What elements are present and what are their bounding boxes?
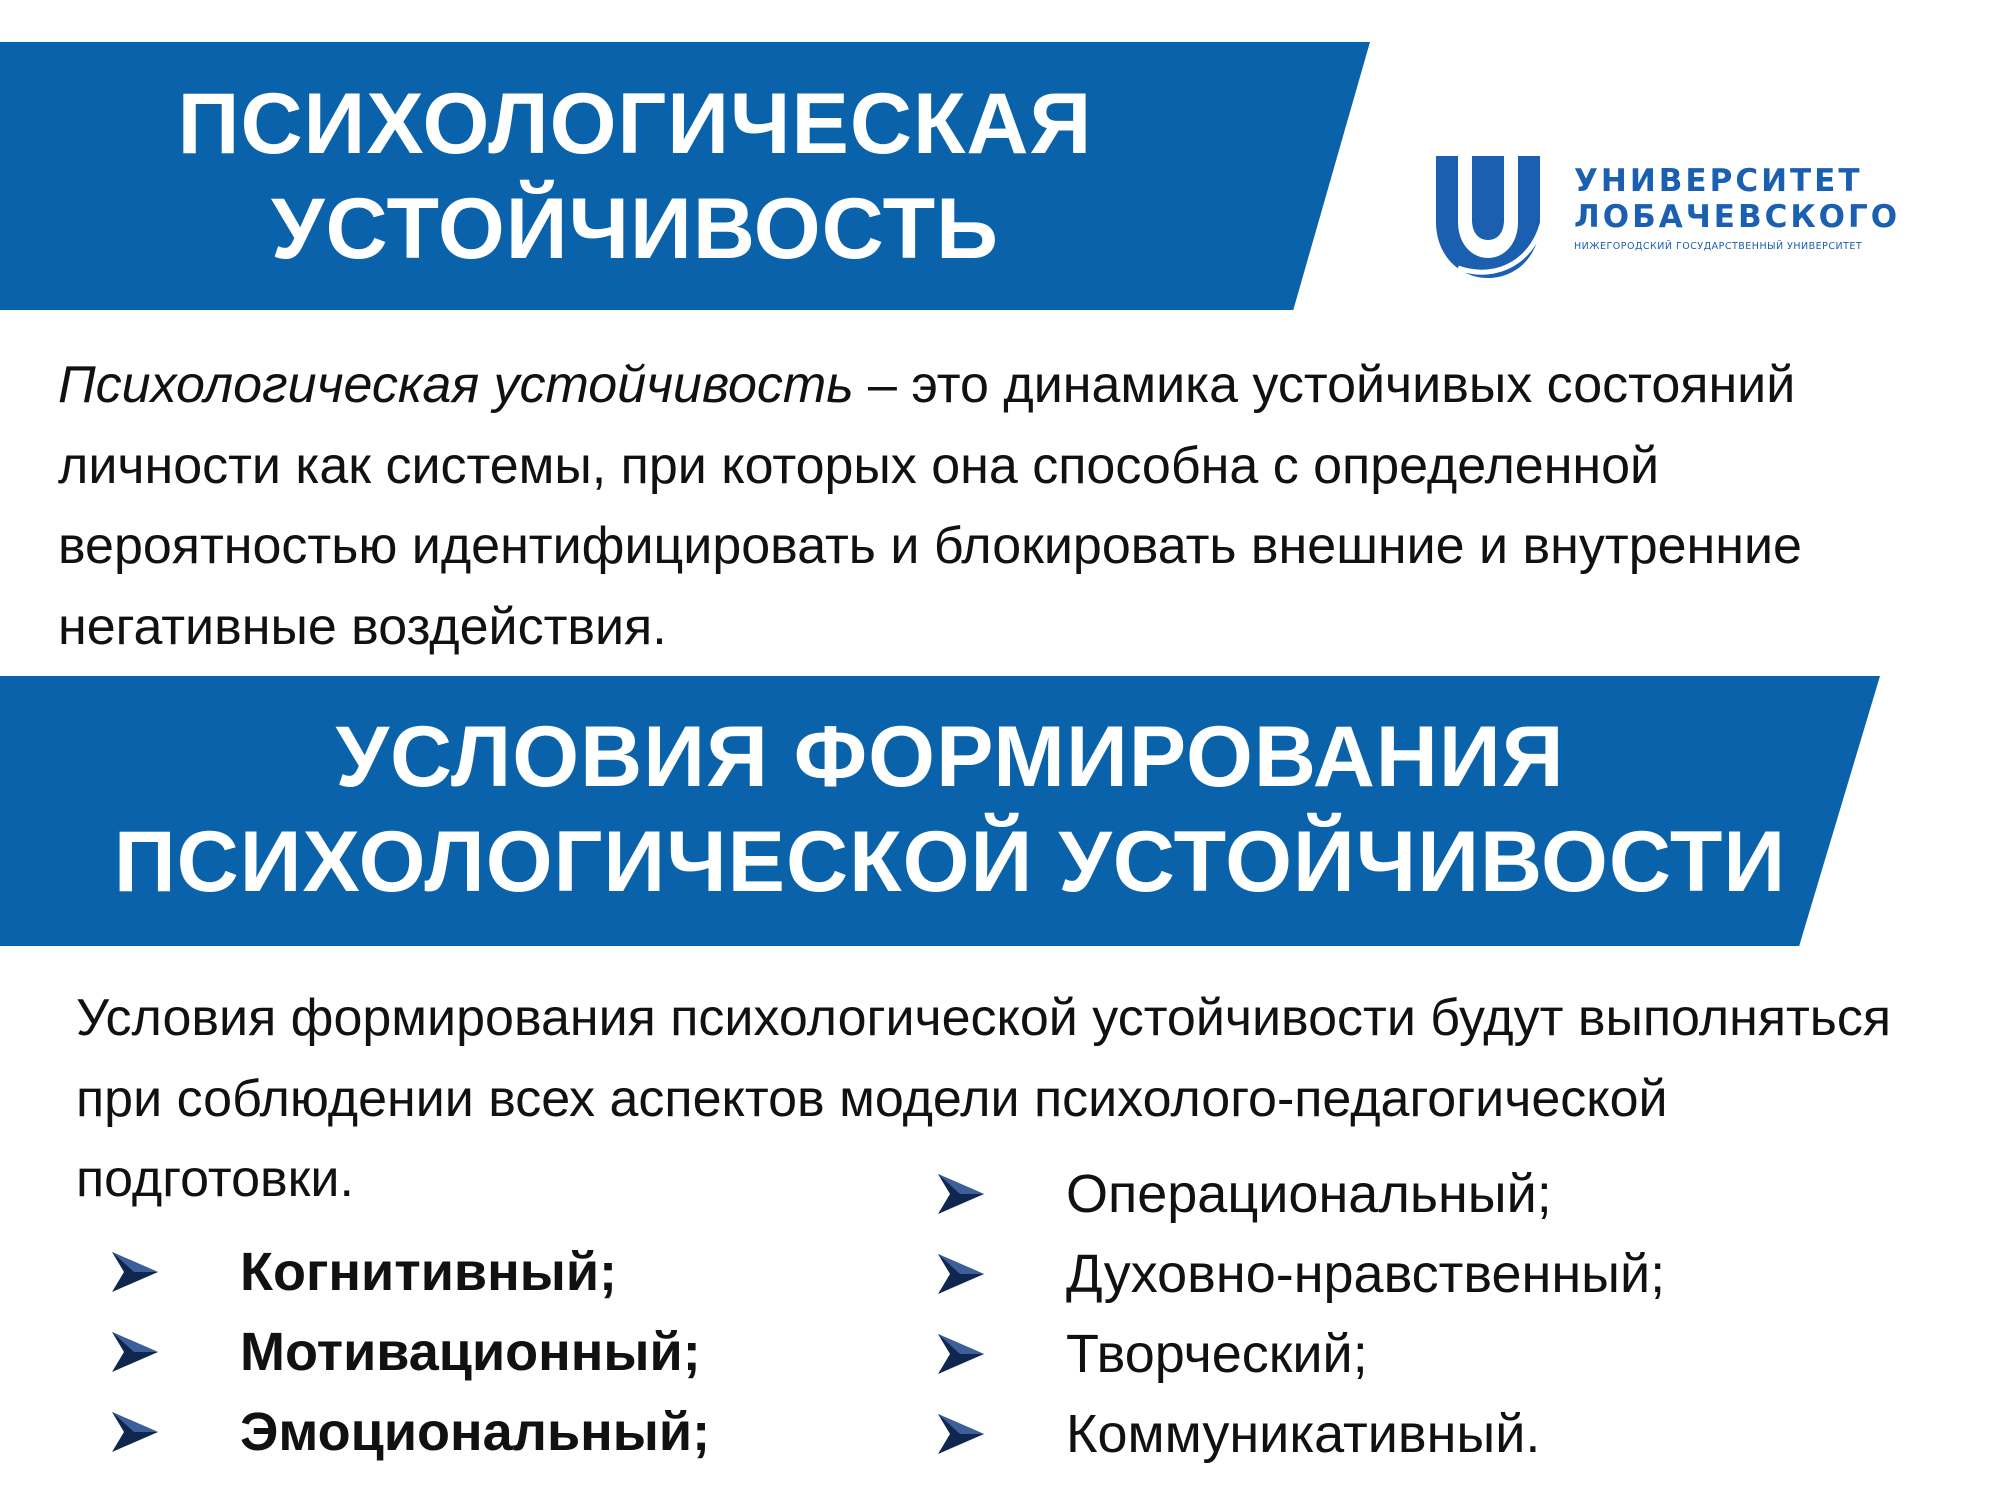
- aspects-list-right: [938, 1154, 1665, 1474]
- arrow-bullet-icon: [938, 1174, 984, 1214]
- list-item: [938, 1154, 1665, 1234]
- section-title-line1: УСЛОВИЯ ФОРМИРОВАНИЯ: [335, 709, 1565, 805]
- page-title-line2: УСТОЙЧИВОСТЬ: [271, 180, 999, 277]
- list-item-label: Операциональный;: [1066, 1164, 1552, 1224]
- arrow-bullet-icon: [112, 1412, 158, 1452]
- list-item-label: Духовно-нравственный;: [1066, 1244, 1666, 1304]
- arrow-bullet-icon: [112, 1252, 158, 1292]
- list-item: [938, 1314, 1665, 1394]
- arrow-bullet-icon: [112, 1332, 158, 1372]
- section-title-line2: ПСИХОЛОГИЧЕСКОЙ УСТОЙЧИВОСТИ: [113, 813, 1787, 910]
- list-item: [112, 1232, 710, 1312]
- logo-line1: УНИВЕРСИТЕТ: [1574, 163, 1863, 199]
- list-item-label: Эмоциональный;: [240, 1402, 711, 1462]
- list-item-label: Когнитивный;: [240, 1242, 617, 1302]
- section-title: [40, 705, 1860, 915]
- aspects-list-left: [112, 1232, 710, 1472]
- list-item-label: Коммуникативный.: [1066, 1404, 1541, 1464]
- university-logo: [1428, 150, 1901, 280]
- list-item: [112, 1312, 710, 1392]
- page-title-line1: ПСИХОЛОГИЧЕСКАЯ: [177, 76, 1093, 172]
- arrow-bullet-icon: [938, 1334, 984, 1374]
- list-item-label: Мотивационный;: [240, 1322, 701, 1382]
- logo-line2: ЛОБАЧЕВСКОГО: [1574, 198, 1901, 235]
- logo-line3: НИЖЕГОРОДСКИЙ ГОСУДАРСТВЕННЫЙ УНИВЕРСИТЕТ: [1574, 241, 1863, 253]
- list-item: [938, 1234, 1665, 1314]
- list-item-label: Творческий;: [1066, 1324, 1368, 1384]
- university-u-logo-icon: [1428, 150, 1548, 280]
- arrow-bullet-icon: [938, 1254, 984, 1294]
- arrow-bullet-icon: [938, 1414, 984, 1454]
- list-item: [112, 1392, 710, 1472]
- conditions-paragraph: Условия формирования психологической устойчивости будут выполняться при соблюдении всех аспектов модели психолого-педагогической подготовки.: [76, 989, 1892, 1209]
- definition-text: – это динамика устойчивых состояний личности как системы, при которых она способна с определенной вероятностью идентифицировать и блокировать внешние и внутренние негативные воздействия.: [58, 356, 1802, 656]
- list-item: [938, 1394, 1665, 1474]
- logo-text: [1574, 164, 1900, 252]
- definition-term: Психологическая устойчивость: [58, 356, 854, 414]
- page-title: [90, 72, 1180, 282]
- definition-paragraph: [58, 345, 1938, 667]
